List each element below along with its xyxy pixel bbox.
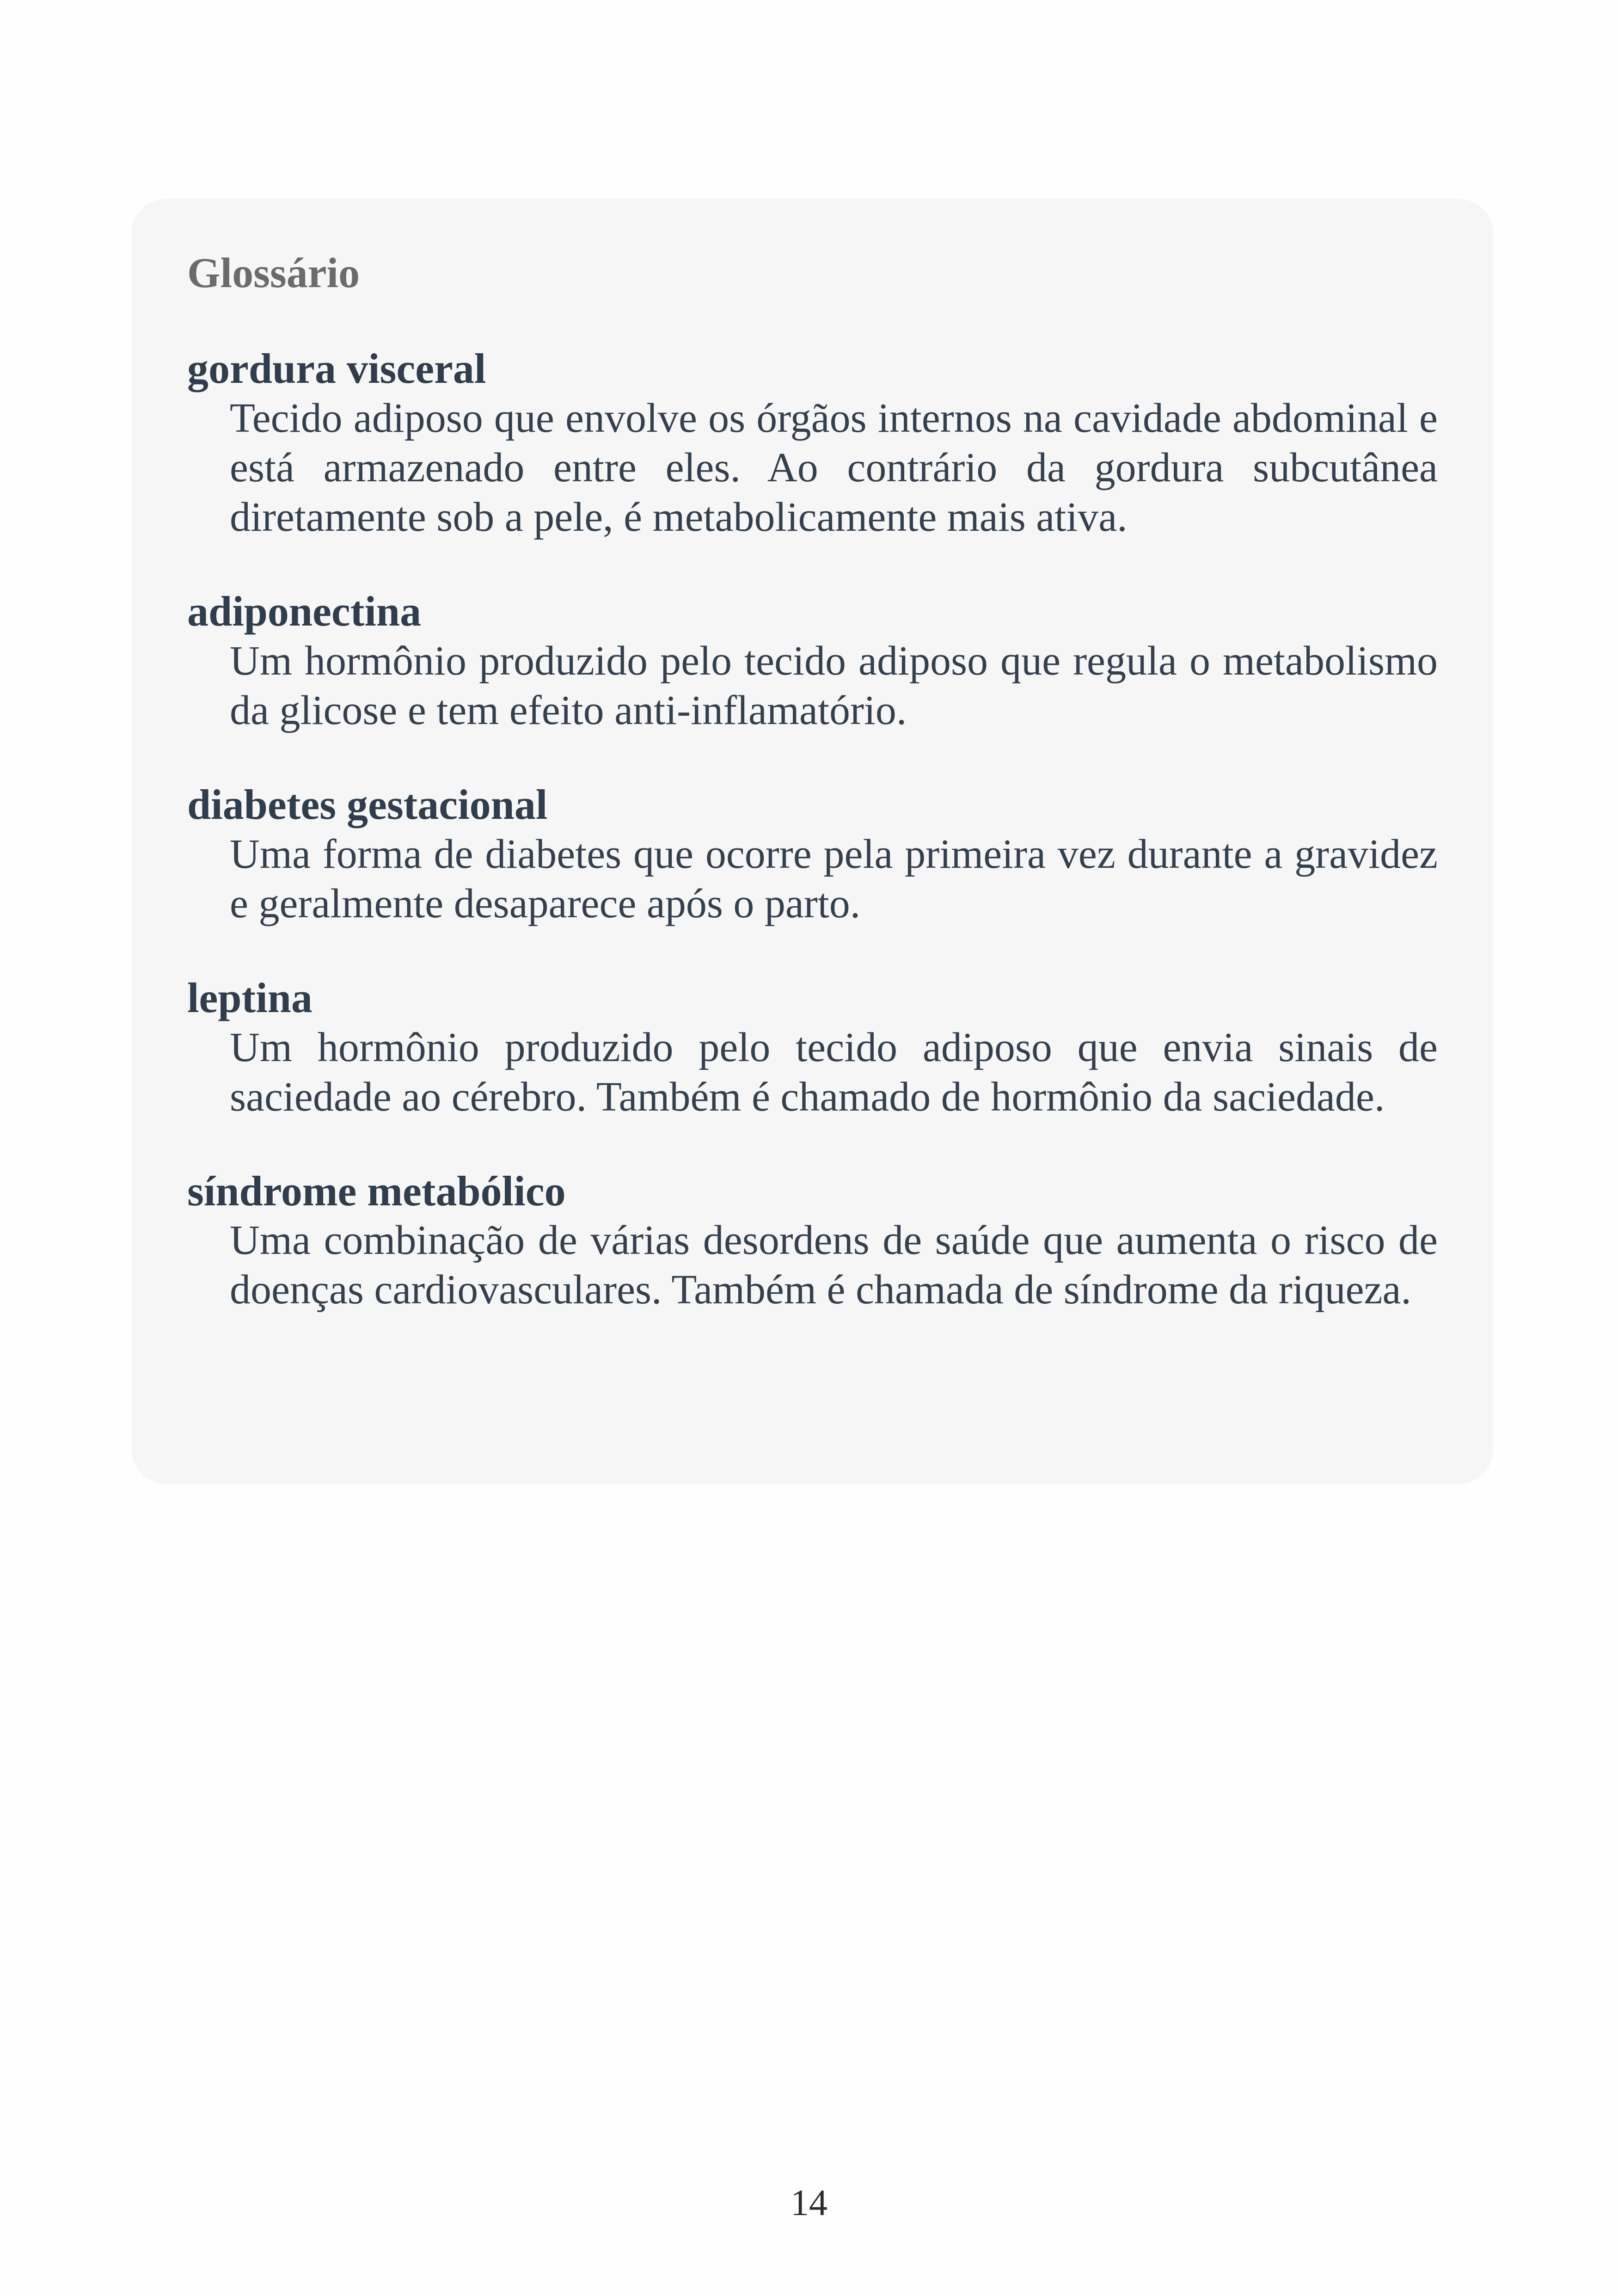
glossary-entry-gordura-visceral xyxy=(187,344,1438,542)
glossary-entry-diabetes-gestacional xyxy=(187,780,1438,928)
glossary-title: Glossário xyxy=(187,249,360,296)
glossary-entry-sindrome-metabolico xyxy=(187,1167,1438,1315)
glossary-definition: Um hormônio produzido pelo tecido adiposo que regula o metabolismo da glicose e tem efeito anti-inflamatório. xyxy=(230,638,1438,733)
glossary-definition: Um hormônio produzido pelo tecido adiposo que envia sinais de saciedade ao cérebro. Também é chamado de hormônio da saciedade. xyxy=(230,1024,1438,1120)
glossary-term: gordura visceral xyxy=(187,345,486,393)
glossary-definition: Tecido adiposo que envolve os órgãos internos na cavidade abdominal e está armazenado entre eles. Ao contrário da gordura subcutânea diretamente sob a pele, é metabolicamente mais ativa. xyxy=(230,395,1438,540)
glossary-definition: Uma combinação de várias desordens de saúde que aumenta o risco de doenças cardiovasculares. Também é chamada de síndrome da riqueza. xyxy=(230,1217,1438,1313)
glossary-term: leptina xyxy=(187,974,313,1021)
glossary-term: síndrome metabólico xyxy=(187,1167,566,1215)
glossary-term: adiponectina xyxy=(187,588,422,635)
page-number: 14 xyxy=(791,2183,827,2223)
glossary-box xyxy=(132,199,1493,1484)
glossary-definition: Uma forma de diabetes que ocorre pela primeira vez durante a gravidez e geralmente desaparece após o parto. xyxy=(230,831,1438,927)
glossary-entry-leptina xyxy=(187,974,1438,1122)
glossary-term: diabetes gestacional xyxy=(187,780,548,828)
glossary-entry-adiponectina xyxy=(187,587,1438,735)
